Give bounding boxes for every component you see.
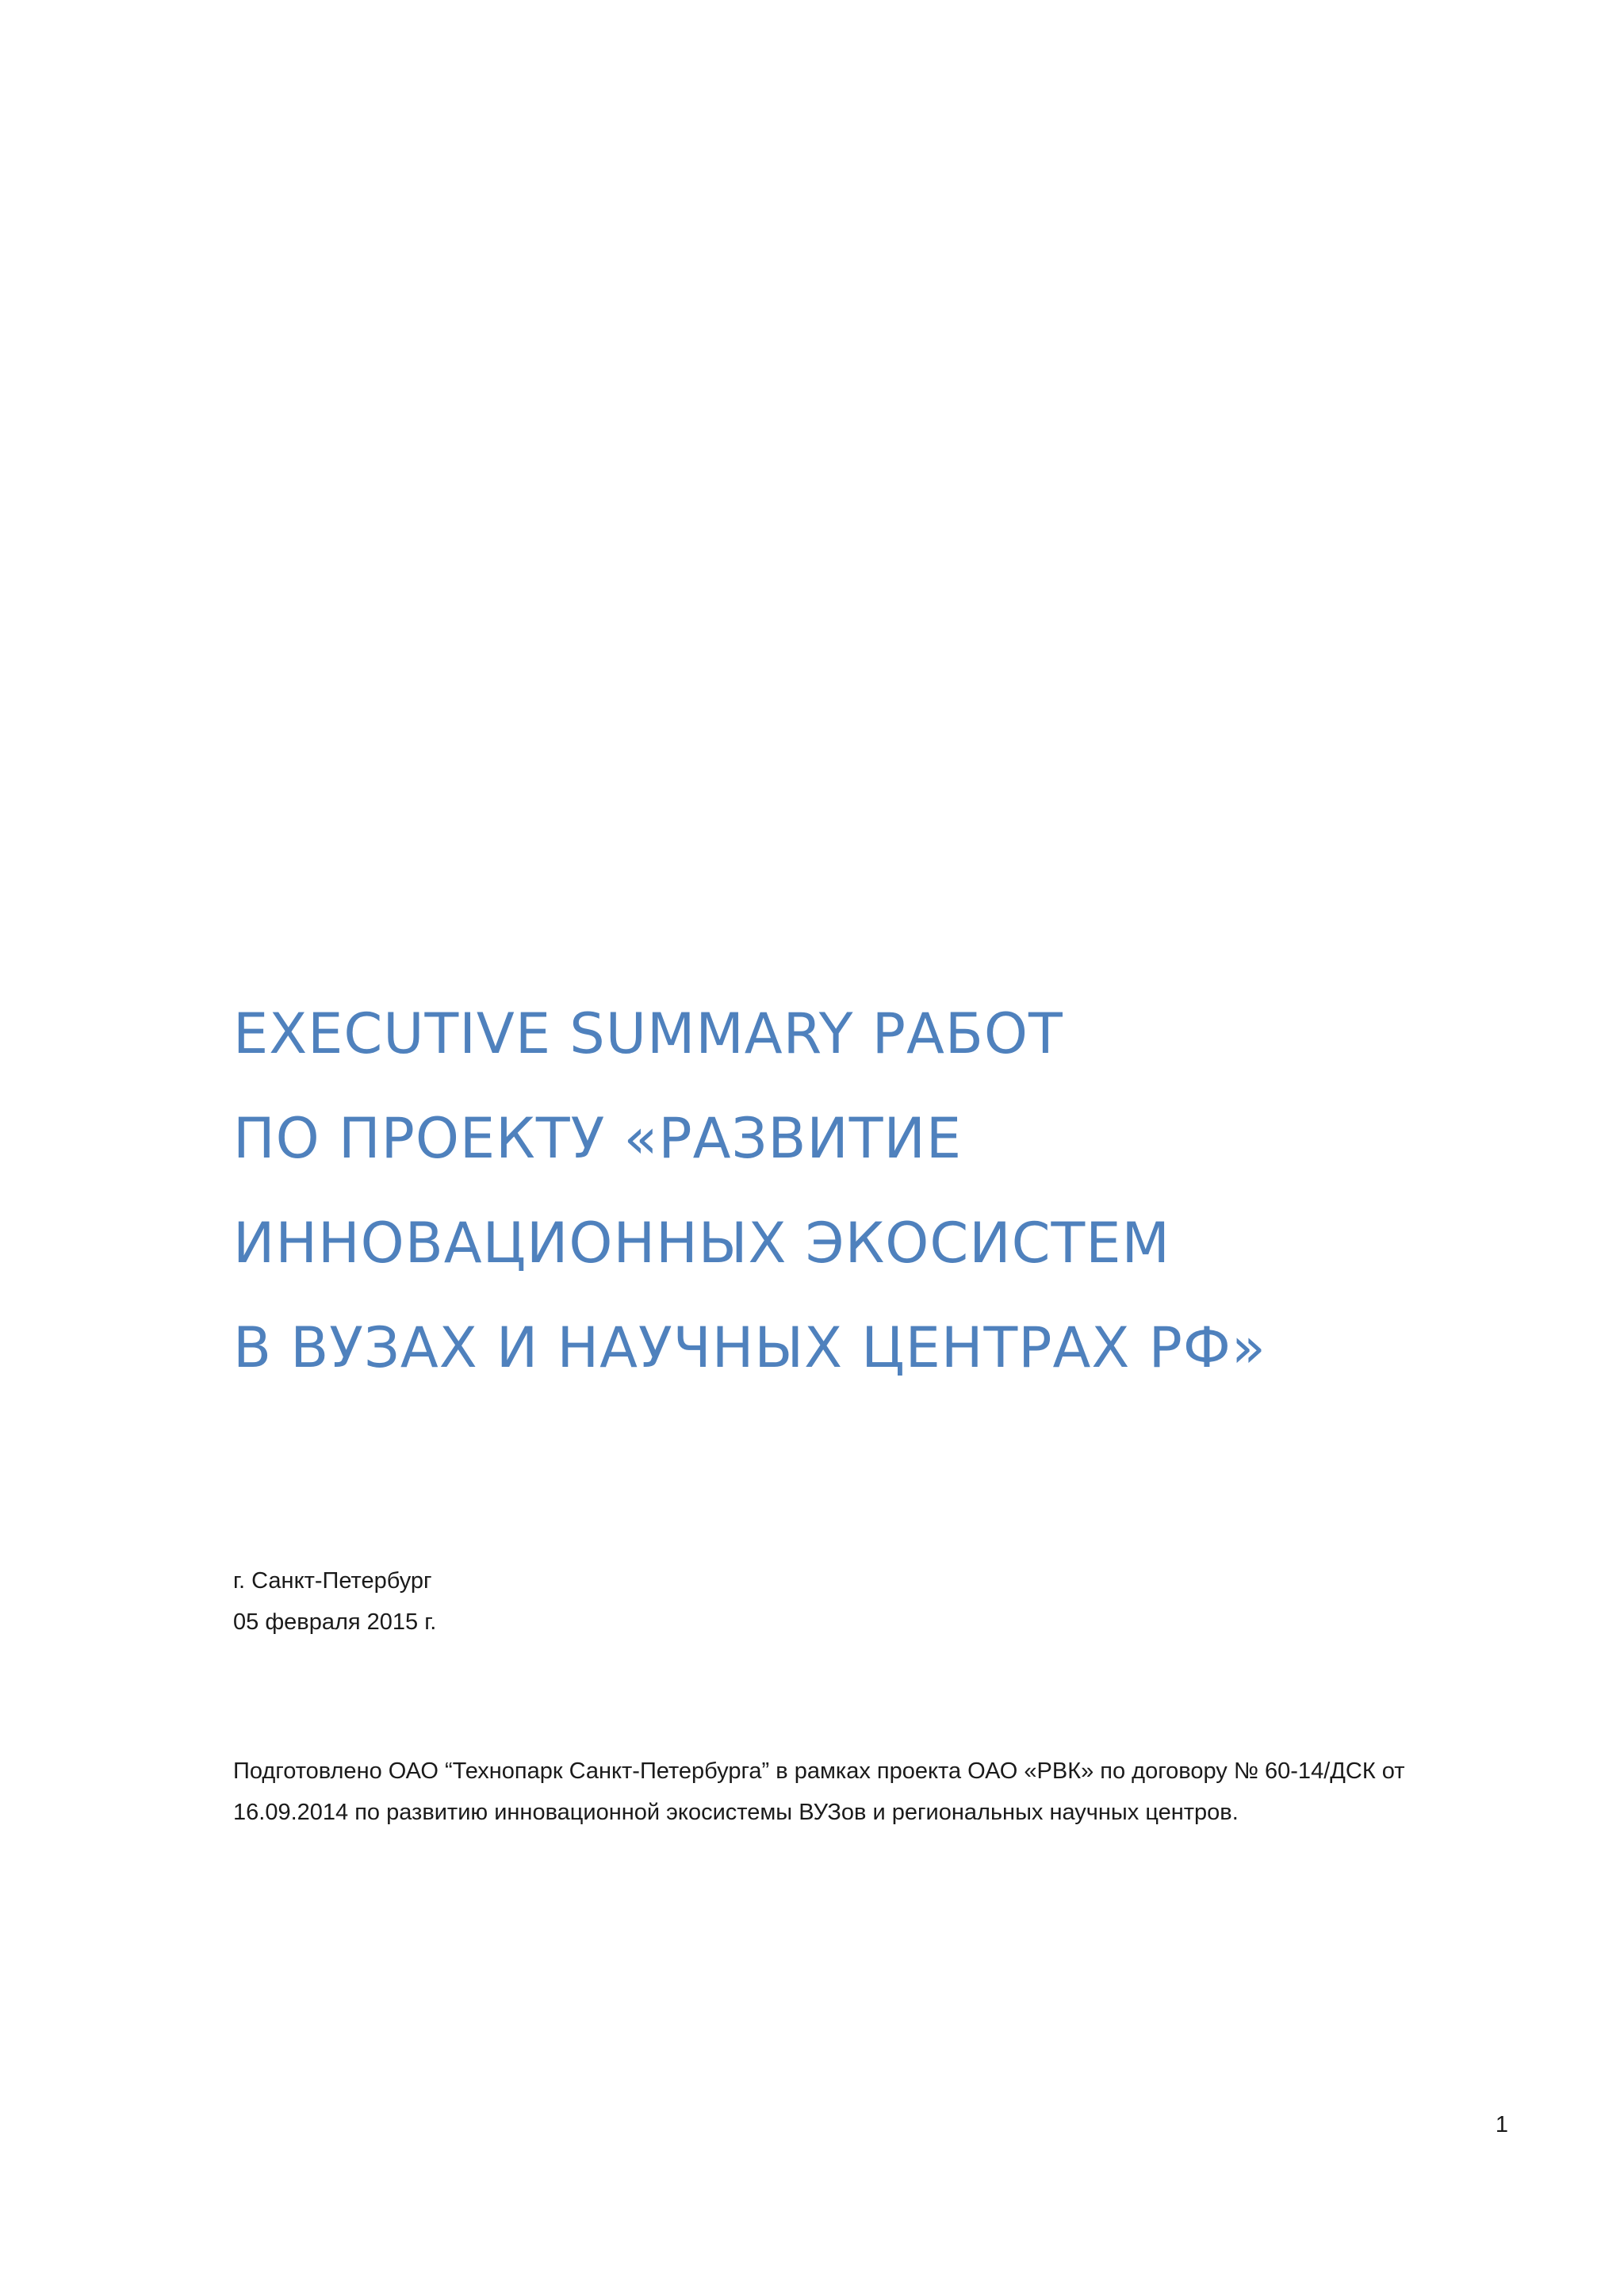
city-text: г. Санкт-Петербург [233, 1568, 432, 1594]
place-and-date [233, 1560, 1026, 1643]
prepared-by-paragraph [233, 1751, 1518, 1833]
page-number: 1 [1495, 2112, 1508, 2137]
title-line-4: В ВУЗАХ И НАУЧНЫХ ЦЕНТРАХ РФ» [233, 1315, 1266, 1380]
title-line-3: ИННОВАЦИОННЫХ ЭКОСИСТЕМ [233, 1211, 1170, 1276]
title-line-1: EXECUTIVE SUMMARY РАБОТ [233, 1001, 1063, 1066]
date-text: 05 февраля 2015 г. [233, 1609, 437, 1635]
document-title [233, 982, 1502, 1400]
title-line-2: ПО ПРОЕКТУ «РАЗВИТИЕ [233, 1106, 963, 1171]
prepared-line-1: Подготовлено ОАО “Технопарк Санкт-Петербурга” в рамках проекта ОАО «РВК» по договору № 60-14/ДСК от [233, 1758, 1405, 1784]
prepared-line-2: 16.09.2014 по развитию инновационной экосистемы ВУЗов и региональных научных центров. [233, 1800, 1239, 1825]
